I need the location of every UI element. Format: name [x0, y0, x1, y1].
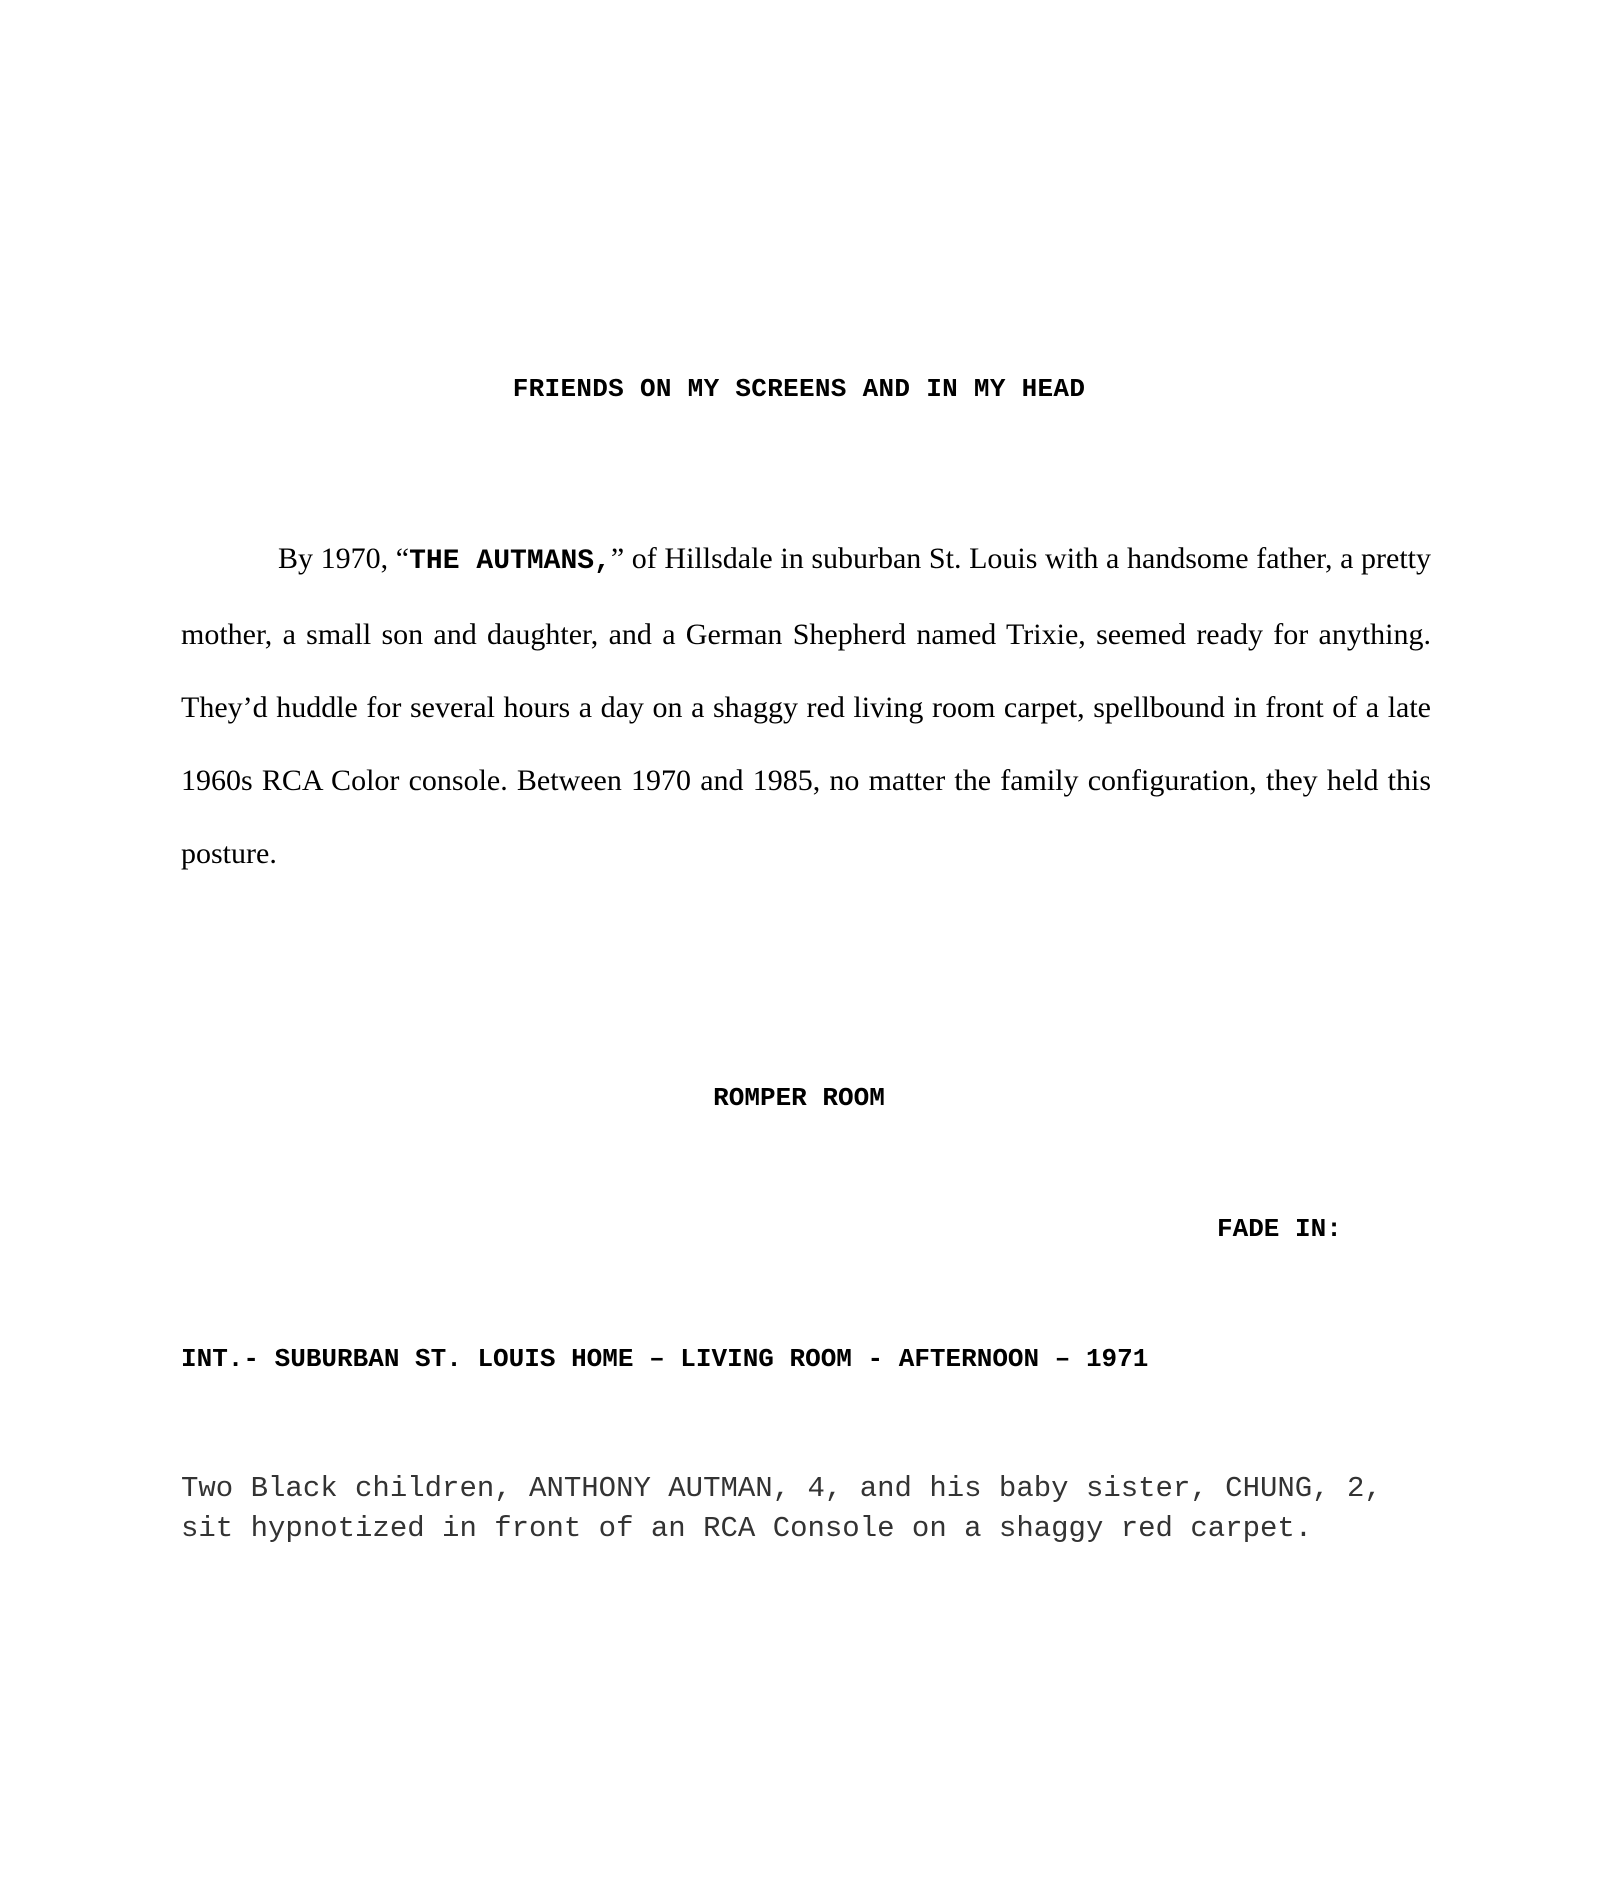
scene-heading: INT.- SUBURBAN ST. LOUIS HOME – LIVING ROOM - AFTERNOON – 1971	[181, 1344, 1149, 1374]
intro-paragraph	[181, 522, 1431, 890]
intro-text-before: By 1970, “	[278, 542, 410, 575]
family-name: THE AUTMANS,	[409, 546, 611, 577]
section-title: ROMPER ROOM	[713, 1083, 885, 1113]
action-line: sit hypnotized in front of an RCA Console on a shaggy red carpet.	[181, 1512, 1313, 1545]
document-title: FRIENDS ON MY SCREENS AND IN MY HEAD	[512, 374, 1086, 404]
scene-transition: FADE IN:	[1217, 1214, 1342, 1244]
action-line: Two Black children, ANTHONY AUTMAN, 4, and his baby sister, CHUNG, 2,	[181, 1472, 1382, 1505]
action-block	[181, 1469, 1441, 1549]
intro-text-after: ” of Hillsdale in suburban St. Louis with a handsome father, a pretty mother, a small son and daughter, and a German Shepherd named Trixie, seemed ready for anything. They’d huddle for several hours a day on a shaggy red living room carpet, spellbound in front of a late 1960s RCA Color console. Between 1970 and 1985, no matter the family configuration, they held this posture.	[181, 542, 1431, 870]
